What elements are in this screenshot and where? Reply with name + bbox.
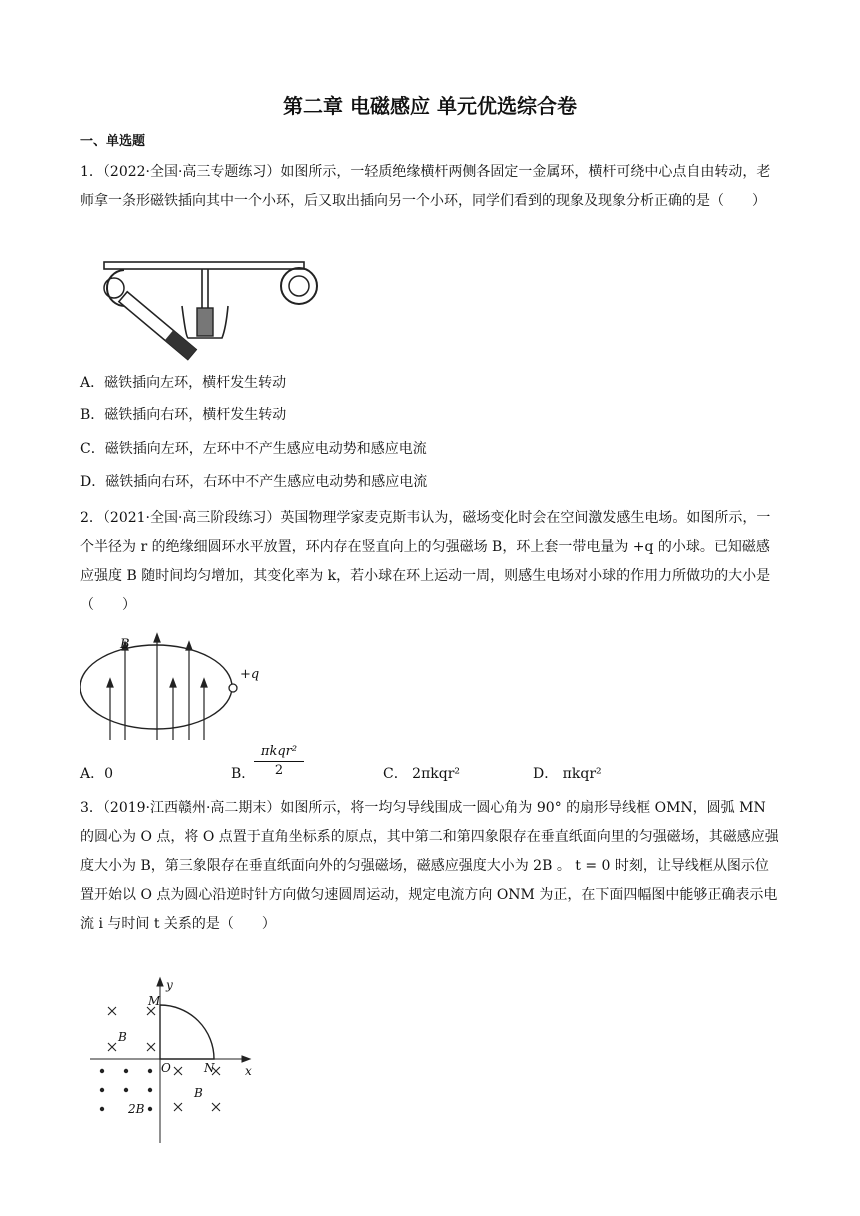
crossbar — [104, 262, 304, 269]
question-1-option-c: C．磁铁插向左环，左环中不产生感应电动势和感应电流 — [80, 441, 427, 457]
right-ring-inner — [289, 276, 309, 296]
question-2-option-b-fraction — [254, 744, 304, 778]
figure-label-q: +q — [240, 667, 260, 682]
charged-ball — [229, 684, 237, 692]
question-2-option-a: A．0 — [80, 766, 114, 782]
right-ring-outer — [281, 268, 317, 304]
sector-frame — [160, 1005, 214, 1059]
section-heading: 一、单选题 — [80, 134, 146, 149]
question-1-option-b: B．磁铁插向右环，横杆发生转动 — [80, 407, 287, 423]
figure-label-b: B — [120, 637, 130, 652]
question-2-figure — [80, 630, 280, 748]
question-3-figure — [90, 975, 260, 1145]
page-title: 第二章 电磁感应 单元优选综合卷 — [283, 94, 577, 118]
field-label-2b-q3: 2B — [128, 1102, 145, 1116]
question-2-option-d: D． πkqr² — [533, 766, 602, 782]
question-1-option-d: D．磁铁插向右环，右环中不产生感应电动势和感应电流 — [80, 474, 428, 490]
fraction-denominator: 2 — [274, 763, 284, 778]
question-3-text: 3．（2019·江西赣州·高二期末）如图所示，将一均匀导线围成一圆心角为 90° 的扇形导线框 OMN，圆弧 MN 的圆心为 O 点，将 O 点置于直角坐标系的原点，其中第二和第四象限存在垂直纸面向里的匀强磁场，其磁感应强度大小为 B，第三象限存在垂直纸面向外的匀强磁场，磁感应强度大小为 2B 。 t = 0 时刻，让导线框从图示位置开始以 O 点为圆心沿逆时针方向做匀速圆周运动，规定电流方向 ONM 为正，在下面四幅图中能够正确表示电流 i 与时间 t 关系的是（ ） — [80, 800, 779, 932]
question-2-option-c: C． 2πkqr² — [383, 766, 461, 782]
field-label-b-q4: B — [194, 1086, 203, 1100]
point-label-m: M — [148, 994, 161, 1008]
fraction-numerator: πkqr² — [254, 744, 304, 762]
question-1-figure — [84, 258, 324, 368]
axis-label-y: y — [166, 978, 173, 992]
stand-sleeve — [197, 308, 213, 336]
point-label-o: O — [161, 1061, 171, 1075]
field-label-b-q2: B — [118, 1030, 127, 1044]
question-2-option-b-label: B． — [231, 766, 256, 782]
axis-label-x: x — [245, 1064, 252, 1078]
point-label-n: N — [204, 1061, 215, 1075]
question-1-option-a: A．磁铁插向左环，横杆发生转动 — [80, 375, 287, 391]
question-1-text: 1．（2022·全国·高三专题练习）如图所示，一轻质绝缘横杆两侧各固定一金属环，横杆可绕中心点自由转动，老师拿一条形磁铁插向其中一个小环，后又取出插向另一个小环，同学们看到的现象及现象分析正确的是（ ） — [80, 164, 771, 209]
ring — [80, 645, 232, 729]
question-2-text: 2．（2021·全国·高三阶段练习）英国物理学家麦克斯韦认为，磁场变化时会在空间激发感生电场。如图所示，一个半径为 r 的绝缘细圆环水平放置，环内存在竖直向上的匀强磁场 B，环上套一带电量为 +q 的小球。已知磁感应强度 B 随时间均匀增加，其变化率为 k，若小球在环上运动一周，则感生电场对小球的作用力所做功的大小是（ ） — [80, 510, 771, 613]
